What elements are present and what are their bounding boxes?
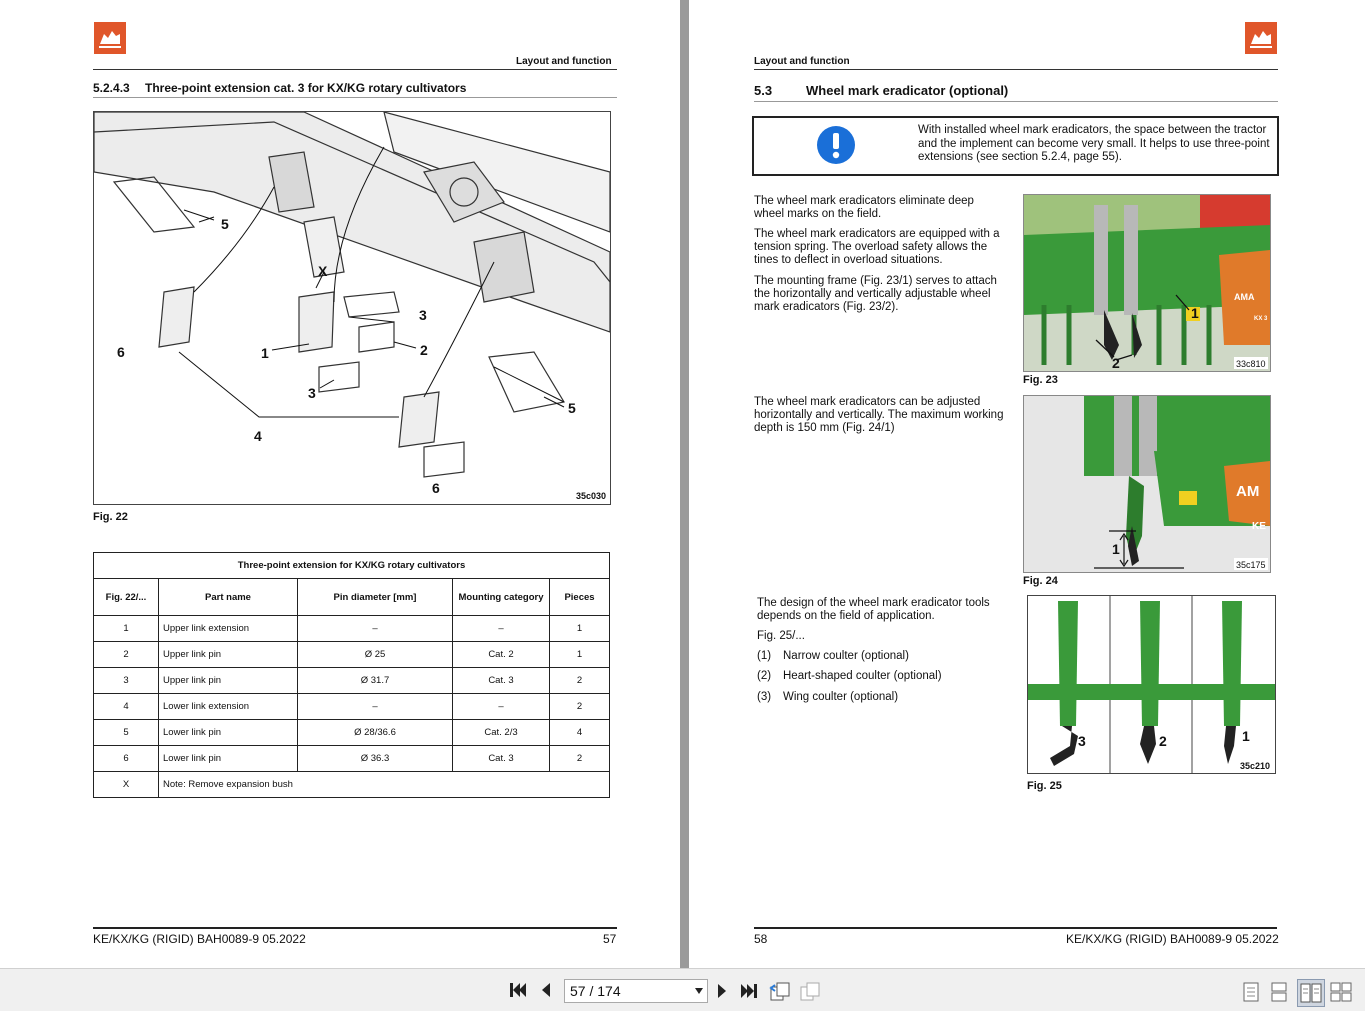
- cell-part-name: Lower link pin: [159, 720, 298, 746]
- amazone-logo: [94, 22, 126, 54]
- cell-fig: 5: [94, 720, 159, 746]
- cell-pin-diameter: Ø 28/36.6: [298, 720, 453, 746]
- two-page-continuous-icon: [1330, 982, 1352, 1002]
- table-row: [94, 720, 610, 746]
- cell-fig: 3: [94, 668, 159, 694]
- cell-pin-diameter: Ø 36.3: [298, 746, 453, 772]
- cell-pieces: 2: [550, 746, 610, 772]
- header-rule: [754, 69, 1278, 70]
- figure-23-photo: [1023, 194, 1271, 372]
- callout-4: 4: [254, 428, 262, 444]
- paragraph-1: The wheel mark eradicators eliminate deep wheel marks on the field.: [754, 195, 974, 220]
- left-document-page: [0, 0, 680, 968]
- list-text: Heart-shaped coulter (optional): [783, 670, 942, 682]
- callout-2: 2: [420, 342, 428, 358]
- cell-mounting-category: –: [453, 694, 550, 720]
- go-back-view-button[interactable]: [769, 980, 791, 1002]
- figure-code: 35c210: [1240, 761, 1271, 771]
- callout-3-right: 3: [419, 307, 427, 323]
- list-item: [757, 691, 899, 704]
- list-text: Wing coulter (optional): [783, 691, 899, 703]
- cell-part-name: Upper link pin: [159, 642, 298, 668]
- col-header-mounting-category: Mounting category: [453, 579, 550, 616]
- coulter-types-photo: [1028, 596, 1275, 773]
- section-number: 5.2.4.3: [93, 81, 130, 95]
- callout-5-top: 5: [221, 216, 229, 232]
- table-header-row: [94, 579, 610, 616]
- list-item: [757, 670, 942, 683]
- footer-doc-id: KE/KX/KG (RIGID) BAH0089-9 05.2022: [93, 932, 306, 946]
- header-rule: [93, 69, 617, 70]
- note-text: With installed wheel mark eradicators, the space between the tractor and the implement can become very small. It helps to use three-point extensions (see section 5.2.4, page 55).: [918, 124, 1270, 163]
- callout-1: 1: [1191, 305, 1199, 321]
- cell-fig: X: [94, 772, 159, 798]
- cell-mounting-category: Cat. 3: [453, 668, 550, 694]
- single-page-view-button[interactable]: [1240, 981, 1262, 1003]
- callout-6-left: 6: [117, 344, 125, 360]
- callout-1: 1: [1242, 728, 1250, 744]
- footer-page-number: 58: [754, 932, 768, 946]
- footer-doc-id: KE/KX/KG (RIGID) BAH0089-9 05.2022: [1066, 932, 1279, 946]
- section-title: Three-point extension cat. 3 for KX/KG rotary cultivators: [145, 81, 467, 95]
- model-label: KE: [1252, 521, 1266, 532]
- col-header-pieces: Pieces: [550, 579, 610, 616]
- continuous-view-button[interactable]: [1268, 981, 1290, 1003]
- three-point-extension-drawing: [94, 112, 610, 504]
- brand-label: AMA: [1234, 292, 1255, 302]
- cell-pin-diameter: –: [298, 616, 453, 642]
- figure-label: Fig. 25: [1027, 780, 1062, 792]
- next-page-button[interactable]: [711, 980, 733, 1002]
- first-page-button[interactable]: [507, 979, 529, 1001]
- table-row: [94, 616, 610, 642]
- last-page-icon: [740, 983, 758, 999]
- list-number: (2): [757, 670, 772, 682]
- parts-table: [93, 552, 610, 798]
- callout-5-bottom: 5: [568, 400, 576, 416]
- table-row: [94, 642, 610, 668]
- cell-fig: 1: [94, 616, 159, 642]
- cell-pieces: 2: [550, 694, 610, 720]
- continuous-page-icon: [1271, 982, 1287, 1002]
- page-number-input[interactable]: [564, 979, 708, 1003]
- callout-3-left: 3: [308, 385, 316, 401]
- cell-note: Note: Remove expansion bush: [159, 772, 610, 798]
- cell-fig: 6: [94, 746, 159, 772]
- cell-pin-diameter: –: [298, 694, 453, 720]
- list-number: (3): [757, 691, 772, 703]
- callout-6-bottom: 6: [432, 480, 440, 496]
- table-row: [94, 694, 610, 720]
- footer-rule: [754, 927, 1277, 929]
- wheel-mark-eradicator-photo: [1024, 195, 1270, 371]
- next-view-icon: [799, 981, 821, 1001]
- page-display: 57 / 174: [570, 983, 621, 999]
- cell-fig: 2: [94, 642, 159, 668]
- cell-mounting-category: –: [453, 616, 550, 642]
- previous-view-icon: [769, 981, 791, 1001]
- list-item: [757, 650, 909, 663]
- section-rule: [754, 101, 1278, 102]
- first-page-icon: [509, 982, 527, 998]
- cell-mounting-category: Cat. 3: [453, 746, 550, 772]
- callout-2: 2: [1159, 733, 1167, 749]
- page-divider: [680, 0, 689, 968]
- previous-page-icon: [540, 982, 552, 998]
- paragraph-2: The wheel mark eradicators are equipped with a tension spring. The overload safety allows the tines to deflect in overload situations.: [754, 228, 1000, 266]
- two-page-icon: [1300, 983, 1322, 1003]
- figure-code: 35c175: [1236, 560, 1266, 570]
- figure-22-illustration: [93, 111, 611, 505]
- table-note-row: [94, 772, 610, 798]
- brand-label: AM: [1236, 483, 1260, 500]
- list-number: (1): [757, 650, 772, 662]
- note-box: [752, 116, 1279, 176]
- chevron-down-icon: [695, 988, 703, 994]
- cell-pieces: 1: [550, 642, 610, 668]
- paragraph-3: The mounting frame (Fig. 23/1) serves to attach the horizontally and vertically adjustable wheel mark eradicators (Fig. 23/2).: [754, 275, 997, 313]
- next-page-icon: [716, 983, 728, 999]
- cell-mounting-category: Cat. 2/3: [453, 720, 550, 746]
- single-page-icon: [1243, 982, 1259, 1002]
- figure-24-photo: [1023, 395, 1271, 573]
- cell-pin-diameter: Ø 31.7: [298, 668, 453, 694]
- section-title: Wheel mark eradicator (optional): [806, 83, 1009, 98]
- table-row: [94, 746, 610, 772]
- section-rule: [93, 97, 617, 98]
- figure-label: Fig. 24: [1023, 575, 1058, 587]
- col-header-fig: Fig. 22/...: [94, 579, 159, 616]
- list-text: Narrow coulter (optional): [783, 650, 909, 662]
- running-head: Layout and function: [516, 56, 612, 67]
- section-number: 5.3: [754, 83, 773, 98]
- cell-part-name: Lower link pin: [159, 746, 298, 772]
- model-label: KX 3: [1254, 316, 1268, 322]
- info-exclamation-icon: [816, 125, 856, 165]
- cell-part-name: Lower link extension: [159, 694, 298, 720]
- figure-label: Fig. 22: [93, 511, 128, 523]
- two-page-view-button[interactable]: [1297, 979, 1325, 1007]
- callout-x: X: [318, 263, 328, 279]
- two-page-continuous-view-button[interactable]: [1330, 981, 1352, 1003]
- cell-pieces: 1: [550, 616, 610, 642]
- previous-page-button[interactable]: [535, 979, 557, 1001]
- cell-fig: 4: [94, 694, 159, 720]
- eradicator-depth-photo: [1024, 396, 1270, 572]
- footer-page-number: 57: [603, 932, 617, 946]
- callout-1: 1: [261, 345, 269, 361]
- callout-2: 2: [1112, 355, 1120, 371]
- callout-3: 3: [1078, 733, 1086, 749]
- paragraph-5: The design of the wheel mark eradicator tools depends on the field of application.: [757, 597, 990, 622]
- figure-code: 33c810: [1236, 359, 1266, 369]
- cell-pin-diameter: Ø 25: [298, 642, 453, 668]
- cell-part-name: Upper link extension: [159, 616, 298, 642]
- callout-1: 1: [1112, 541, 1120, 557]
- figure-25-photo: [1027, 595, 1276, 774]
- paragraph-4: The wheel mark eradicators can be adjusted horizontally and vertically. The maximum working depth is 150 mm (Fig. 24/1): [754, 396, 1004, 434]
- col-header-part-name: Part name: [159, 579, 298, 616]
- table-row: [94, 668, 610, 694]
- cell-part-name: Upper link pin: [159, 668, 298, 694]
- cell-mounting-category: Cat. 2: [453, 642, 550, 668]
- running-head: Layout and function: [754, 56, 850, 67]
- go-forward-view-button[interactable]: [799, 980, 821, 1002]
- figure-code: 35c030: [576, 491, 607, 501]
- last-page-button[interactable]: [738, 980, 760, 1002]
- col-header-pin-diameter: Pin diameter [mm]: [298, 579, 453, 616]
- figure-reference: Fig. 25/...: [757, 630, 805, 642]
- figure-label: Fig. 23: [1023, 374, 1058, 386]
- cell-pieces: 4: [550, 720, 610, 746]
- footer-rule: [93, 927, 617, 929]
- table-caption: Three-point extension for KX/KG rotary cultivators: [94, 553, 610, 579]
- amazone-logo: [1245, 22, 1277, 54]
- cell-pieces: 2: [550, 668, 610, 694]
